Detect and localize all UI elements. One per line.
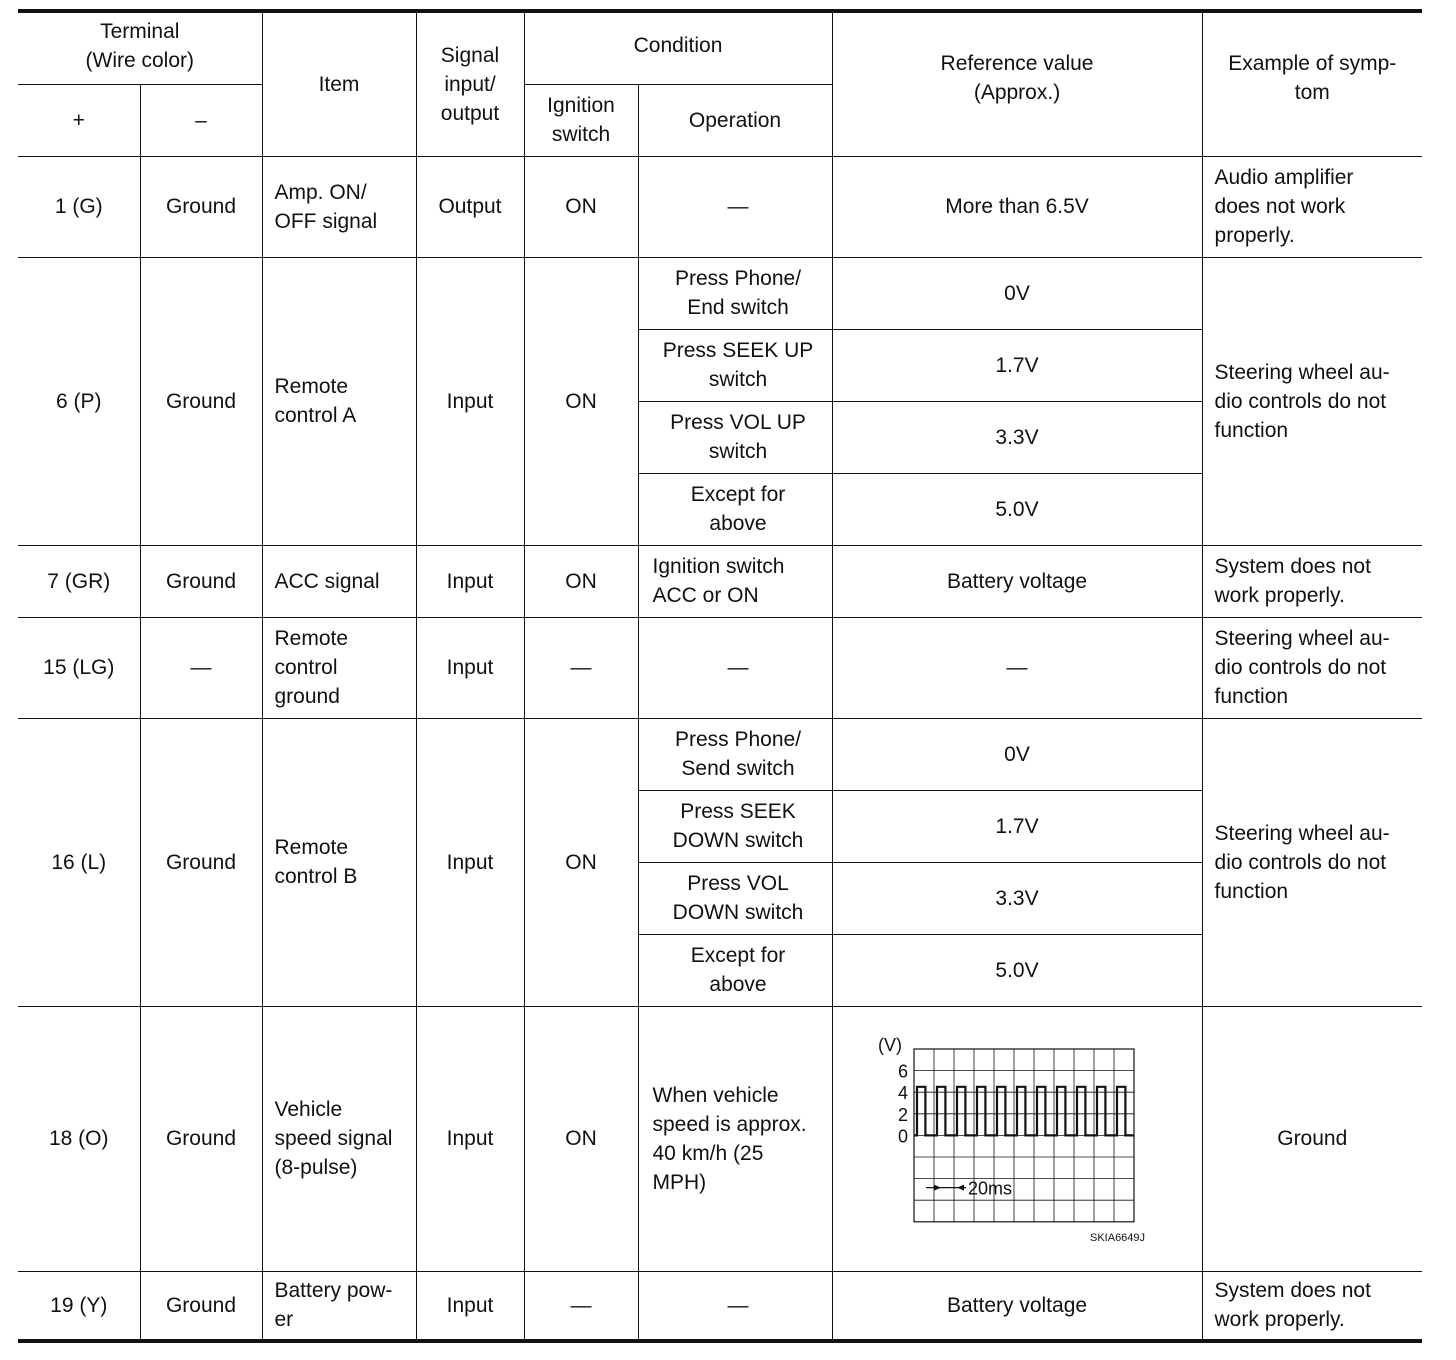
reference-value-cell: Battery voltage (832, 545, 1202, 617)
vehicle-speed-waveform (872, 1031, 1162, 1246)
terminal-plus-cell: 7 (GR) (18, 545, 140, 617)
terminal-minus-cell: Ground (140, 545, 262, 617)
reference-value-cell: 5.0V (832, 473, 1202, 545)
operation-cell: Except for above (638, 934, 832, 1006)
signal-cell: Input (416, 545, 524, 617)
operation-cell: Ignition switch ACC or ON (638, 545, 832, 617)
ignition-cell: ON (524, 1006, 638, 1271)
waveform-figure-code: SKIA6649J (1090, 1232, 1146, 1244)
signal-cell: Input (416, 1006, 524, 1271)
header-signal: Signal input/ output (416, 11, 524, 156)
waveform-y-tick: 4 (898, 1083, 909, 1104)
symptom-cell: Ground (1202, 1006, 1422, 1271)
table-row (18, 1006, 1422, 1271)
item-cell: Remote control B (262, 718, 416, 1006)
table-body (18, 156, 1422, 1341)
reference-value-cell: 0V (832, 718, 1202, 790)
item-cell: Remote control A (262, 257, 416, 545)
operation-cell: Press SEEK UP switch (638, 329, 832, 401)
table-row (18, 156, 1422, 257)
terminal-minus-cell: Ground (140, 1006, 262, 1271)
terminal-minus-cell: Ground (140, 156, 262, 257)
item-cell: Amp. ON/ OFF signal (262, 156, 416, 257)
table-row (18, 257, 1422, 329)
signal-cell: Input (416, 257, 524, 545)
symptom-cell: System does not work properly. (1202, 545, 1422, 617)
reference-value-cell: 3.3V (832, 862, 1202, 934)
signal-cell: Output (416, 156, 524, 257)
terminal-minus-cell: — (140, 617, 262, 718)
ignition-cell: ON (524, 257, 638, 545)
arrow-right-icon (934, 1185, 941, 1191)
operation-cell: — (638, 617, 832, 718)
waveform-y-tick: 6 (898, 1061, 909, 1082)
ignition-cell: ON (524, 545, 638, 617)
symptom-cell: Steering wheel au- dio controls do not function (1202, 617, 1422, 718)
table-row (18, 1271, 1422, 1341)
header-reference-value: Reference value (Approx.) (832, 11, 1202, 156)
terminal-plus-cell: 18 (O) (18, 1006, 140, 1271)
reference-value-cell: 3.3V (832, 401, 1202, 473)
reference-value-cell: More than 6.5V (832, 156, 1202, 257)
symptom-cell: Steering wheel au- dio controls do not function (1202, 257, 1422, 545)
terminal-minus-cell: Ground (140, 1271, 262, 1341)
header-minus: – (140, 84, 262, 156)
reference-value-cell: 0V (832, 257, 1202, 329)
terminal-plus-cell: 1 (G) (18, 156, 140, 257)
reference-value-cell: 5.0V (832, 934, 1202, 1006)
item-cell: Vehicle speed signal (8-pulse) (262, 1006, 416, 1271)
signal-cell: Input (416, 718, 524, 1006)
waveform-y-tick: 2 (898, 1104, 909, 1125)
operation-cell: Press Phone/ Send switch (638, 718, 832, 790)
operation-cell: — (638, 156, 832, 257)
header-example-symptom: Example of symp- tom (1202, 11, 1422, 156)
ignition-cell: ON (524, 718, 638, 1006)
terminal-plus-cell: 19 (Y) (18, 1271, 140, 1341)
reference-value-cell: 1.7V (832, 790, 1202, 862)
waveform-y-tick: 0 (898, 1126, 909, 1147)
terminal-plus-cell: 15 (LG) (18, 617, 140, 718)
ignition-cell: — (524, 617, 638, 718)
reference-value-cell: Battery voltage (832, 1271, 1202, 1341)
table-row (18, 545, 1422, 617)
terminal-minus-cell: Ground (140, 257, 262, 545)
operation-cell: Except for above (638, 473, 832, 545)
item-cell: ACC signal (262, 545, 416, 617)
symptom-cell: Steering wheel au- dio controls do not function (1202, 718, 1422, 1006)
ignition-cell: ON (524, 156, 638, 257)
arrow-left-icon (957, 1185, 964, 1191)
terminal-reference-table (18, 9, 1422, 1343)
operation-cell: Press SEEK DOWN switch (638, 790, 832, 862)
terminal-plus-cell: 6 (P) (18, 257, 140, 545)
header-condition: Condition (524, 11, 832, 84)
header-ignition-switch: Ignition switch (524, 84, 638, 156)
signal-cell: Input (416, 1271, 524, 1341)
header-item: Item (262, 11, 416, 156)
terminal-minus-cell: Ground (140, 718, 262, 1006)
operation-cell: Press Phone/ End switch (638, 257, 832, 329)
header-plus: + (18, 84, 140, 156)
item-cell: Remote control ground (262, 617, 416, 718)
waveform-cell (832, 1006, 1202, 1271)
reference-value-cell: 1.7V (832, 329, 1202, 401)
reference-value-cell: — (832, 617, 1202, 718)
ignition-cell: — (524, 1271, 638, 1341)
header-operation: Operation (638, 84, 832, 156)
waveform-time-label: 20ms (968, 1178, 1013, 1199)
signal-cell: Input (416, 617, 524, 718)
table-row (18, 718, 1422, 790)
waveform-unit-label: (V) (878, 1035, 903, 1055)
symptom-cell: Audio amplifier does not work properly. (1202, 156, 1422, 257)
table-row (18, 617, 1422, 718)
header-terminal: Terminal (Wire color) (18, 11, 262, 84)
symptom-cell: System does not work properly. (1202, 1271, 1422, 1341)
operation-cell: Press VOL DOWN switch (638, 862, 832, 934)
operation-cell: — (638, 1271, 832, 1341)
item-cell: Battery pow- er (262, 1271, 416, 1341)
waveform-signal-trace (914, 1087, 1134, 1136)
terminal-plus-cell: 16 (L) (18, 718, 140, 1006)
operation-cell: Press VOL UP switch (638, 401, 832, 473)
operation-cell: When vehicle speed is approx. 40 km/h (25 MPH) (638, 1006, 832, 1271)
